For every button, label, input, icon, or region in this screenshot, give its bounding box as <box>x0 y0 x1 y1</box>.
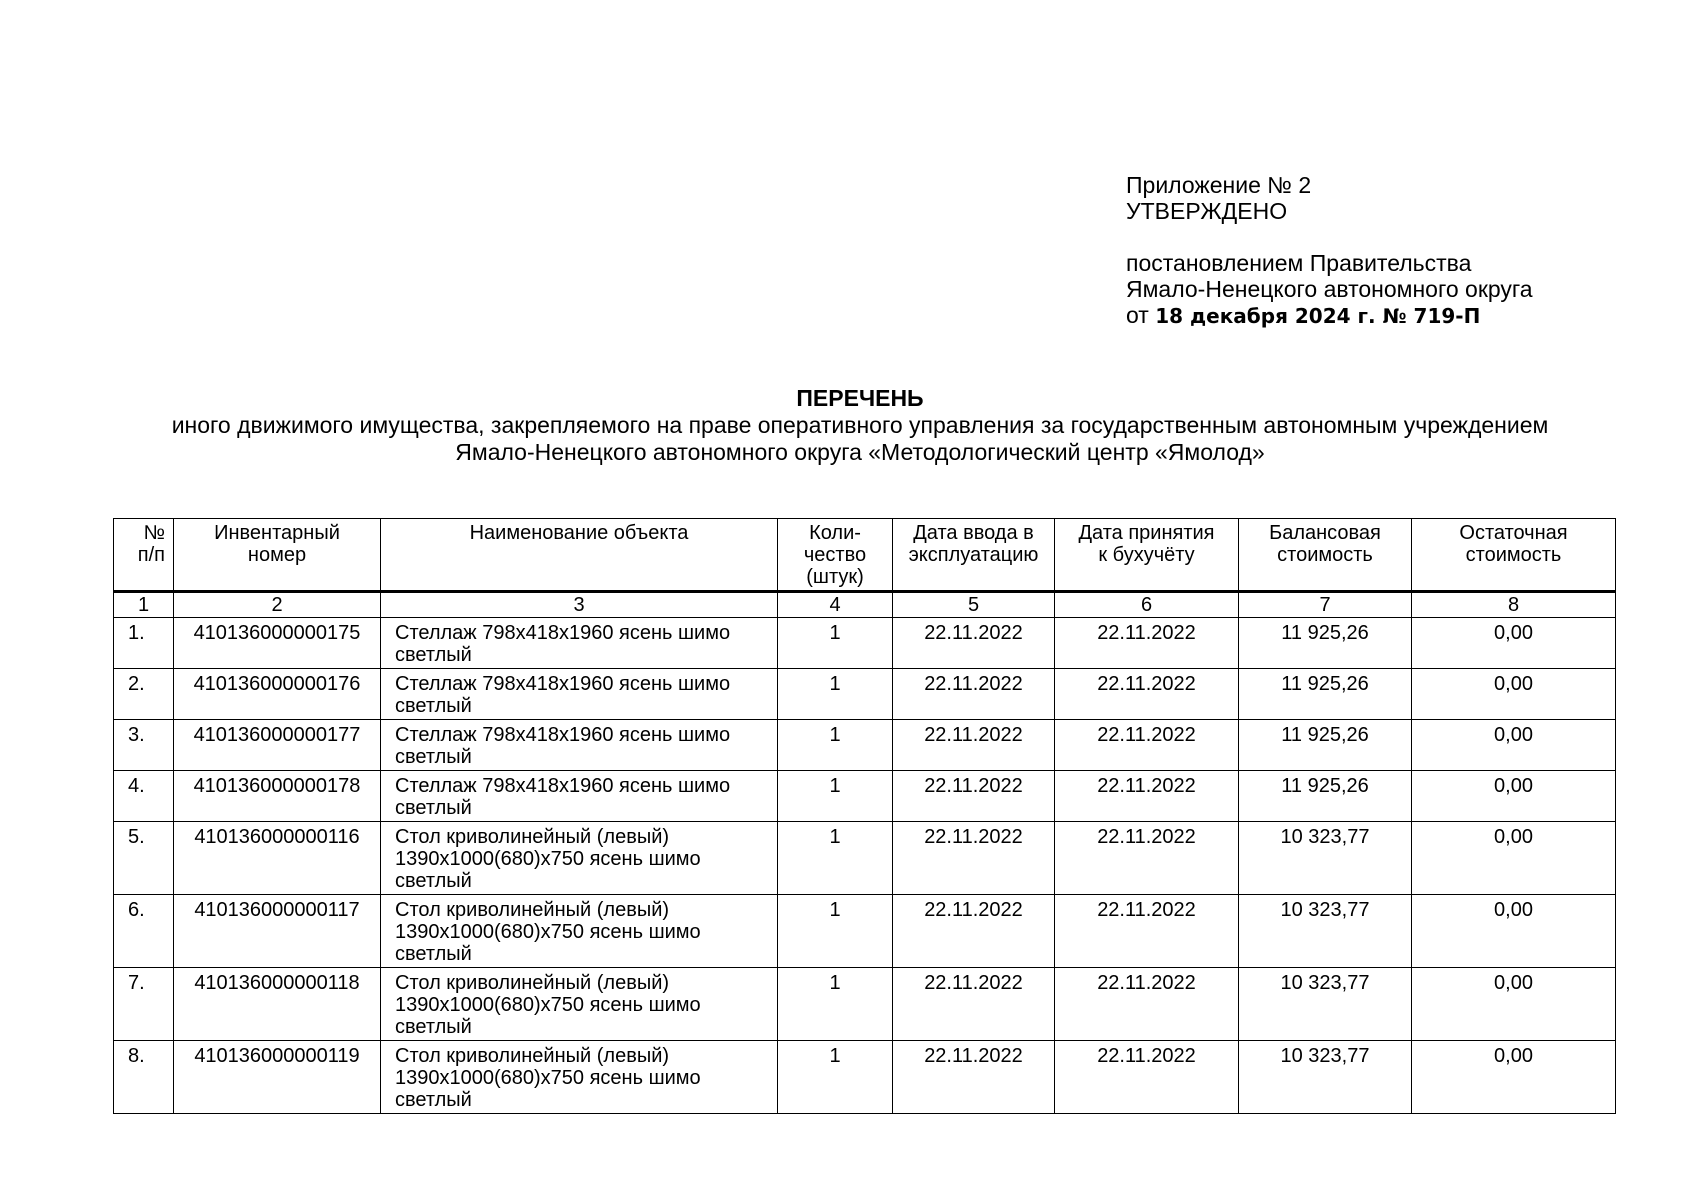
residual-value-cell: 0,00 <box>1412 1041 1616 1114</box>
inventory-number-cell: 410136000000118 <box>174 968 381 1041</box>
table-row <box>114 968 1616 1041</box>
table-column-index-row <box>114 592 1616 618</box>
header-line: стоимость <box>1465 544 1562 566</box>
accounting-date-cell: 22.11.2022 <box>1055 1041 1239 1114</box>
object-name-line: светлый <box>395 1016 472 1038</box>
header-date-accounting <box>1055 519 1239 592</box>
object-name-line: Стол криволинейный (левый) <box>395 1045 670 1067</box>
header-line: к бухучёту <box>1098 544 1195 566</box>
residual-value-cell: 0,00 <box>1412 968 1616 1041</box>
table-row <box>114 822 1616 895</box>
object-name-line: Стеллаж 798х418х1960 ясень шимо <box>395 622 731 644</box>
header-line: Дата принятия <box>1078 522 1215 544</box>
object-name-line: Стол криволинейный (левый) <box>395 899 670 921</box>
inventory-number-cell: 410136000000116 <box>174 822 381 895</box>
row-number-cell: 5. <box>114 822 174 895</box>
approved-by-line-1: постановлением Правительства <box>1126 250 1472 276</box>
header-line: чество <box>803 544 867 566</box>
table-row <box>114 720 1616 771</box>
commissioning-date-cell: 22.11.2022 <box>893 822 1055 895</box>
object-name-line: светлый <box>395 695 472 717</box>
object-name-cell <box>381 669 778 720</box>
header-line: Дата ввода в <box>913 522 1034 544</box>
table-row <box>114 895 1616 968</box>
quantity-cell: 1 <box>778 720 893 771</box>
residual-value-cell: 0,00 <box>1412 771 1616 822</box>
object-name-cell <box>381 771 778 822</box>
row-number-cell: 8. <box>114 1041 174 1114</box>
header-line: № <box>143 522 165 544</box>
accounting-date-cell: 22.11.2022 <box>1055 720 1239 771</box>
object-name-cell <box>381 968 778 1041</box>
commissioning-date-cell: 22.11.2022 <box>893 1041 1055 1114</box>
inventory-number-cell: 410136000000119 <box>174 1041 381 1114</box>
document-title: ПЕРЕЧЕНЬ <box>796 385 924 411</box>
balance-value-cell: 11 925,26 <box>1239 669 1412 720</box>
object-name-line: Стол криволинейный (левый) <box>395 826 670 848</box>
object-name-line: светлый <box>395 1089 472 1111</box>
column-index: 1 <box>114 592 174 618</box>
header-num <box>114 519 174 592</box>
object-name-line: светлый <box>395 943 472 965</box>
table-row <box>114 669 1616 720</box>
residual-value-cell: 0,00 <box>1412 669 1616 720</box>
commissioning-date-cell: 22.11.2022 <box>893 669 1055 720</box>
object-name-line: Стеллаж 798х418х1960 ясень шимо <box>395 775 731 797</box>
commissioning-date-cell: 22.11.2022 <box>893 968 1055 1041</box>
object-name-line: Стеллаж 798х418х1960 ясень шимо <box>395 724 731 746</box>
object-name-line: светлый <box>395 644 472 666</box>
table-header-row <box>114 519 1616 592</box>
header-balance <box>1239 519 1412 592</box>
header-qty <box>778 519 893 592</box>
residual-value-cell: 0,00 <box>1412 720 1616 771</box>
header-line: (штук) <box>806 566 864 588</box>
balance-value-cell: 10 323,77 <box>1239 822 1412 895</box>
quantity-cell: 1 <box>778 771 893 822</box>
row-number-cell: 6. <box>114 895 174 968</box>
accounting-date-cell: 22.11.2022 <box>1055 822 1239 895</box>
document-title-block <box>100 385 1620 466</box>
accounting-date-cell: 22.11.2022 <box>1055 968 1239 1041</box>
header-line: номер <box>247 544 307 566</box>
row-number-cell: 1. <box>114 618 174 669</box>
accounting-date-cell: 22.11.2022 <box>1055 618 1239 669</box>
inventory-number-cell: 410136000000178 <box>174 771 381 822</box>
approval-block <box>1126 172 1533 329</box>
column-index: 5 <box>893 592 1055 618</box>
header-line: эксплуатацию <box>908 544 1039 566</box>
header-line: Коли- <box>809 522 861 544</box>
object-name-line: светлый <box>395 746 472 768</box>
approved-by-line-2: Ямало-Ненецкого автономного округа <box>1126 276 1533 302</box>
residual-value-cell: 0,00 <box>1412 618 1616 669</box>
column-index: 2 <box>174 592 381 618</box>
row-number-cell: 7. <box>114 968 174 1041</box>
commissioning-date-cell: 22.11.2022 <box>893 895 1055 968</box>
header-line: Остаточная <box>1459 522 1568 544</box>
object-name-line: 1390х1000(680)х750 ясень шимо <box>395 994 701 1016</box>
quantity-cell: 1 <box>778 669 893 720</box>
column-index: 6 <box>1055 592 1239 618</box>
appendix-label: Приложение № 2 <box>1126 172 1312 198</box>
inventory-number-cell: 410136000000117 <box>174 895 381 968</box>
header-line: Инвентарный <box>214 522 340 544</box>
object-name-cell <box>381 822 778 895</box>
balance-value-cell: 10 323,77 <box>1239 1041 1412 1114</box>
row-number-cell: 3. <box>114 720 174 771</box>
commissioning-date-cell: 22.11.2022 <box>893 720 1055 771</box>
approved-label: УТВЕРЖДЕНО <box>1126 198 1288 224</box>
object-name-line: 1390х1000(680)х750 ясень шимо <box>395 848 701 870</box>
quantity-cell: 1 <box>778 822 893 895</box>
object-name-line: Стеллаж 798х418х1960 ясень шимо <box>395 673 731 695</box>
commissioning-date-cell: 22.11.2022 <box>893 771 1055 822</box>
residual-value-cell: 0,00 <box>1412 822 1616 895</box>
object-name-line: светлый <box>395 797 472 819</box>
row-number-cell: 2. <box>114 669 174 720</box>
table-row <box>114 771 1616 822</box>
commissioning-date-cell: 22.11.2022 <box>893 618 1055 669</box>
table-row <box>114 618 1616 669</box>
column-index: 4 <box>778 592 893 618</box>
header-line: Балансовая <box>1269 522 1381 544</box>
quantity-cell: 1 <box>778 1041 893 1114</box>
balance-value-cell: 10 323,77 <box>1239 895 1412 968</box>
object-name-line: светлый <box>395 870 472 892</box>
header-line: п/п <box>137 544 165 566</box>
document-subtitle-line-1: иного движимого имущества, закрепляемого на праве оперативного управления за государственным автономным учреждением <box>171 412 1549 438</box>
accounting-date-cell: 22.11.2022 <box>1055 669 1239 720</box>
object-name-line: 1390х1000(680)х750 ясень шимо <box>395 1067 701 1089</box>
balance-value-cell: 10 323,77 <box>1239 968 1412 1041</box>
header-name <box>381 519 778 592</box>
decree-date-prefix: от <box>1126 302 1149 328</box>
balance-value-cell: 11 925,26 <box>1239 618 1412 669</box>
header-line: стоимость <box>1277 544 1373 566</box>
object-name-cell <box>381 895 778 968</box>
approval-gap <box>1126 224 1533 250</box>
header-date-start <box>893 519 1055 592</box>
balance-value-cell: 11 925,26 <box>1239 720 1412 771</box>
object-name-cell <box>381 720 778 771</box>
inventory-table <box>113 518 1616 1114</box>
object-name-line: Стол криволинейный (левый) <box>395 972 670 994</box>
inventory-table-body <box>114 618 1616 1114</box>
object-name-cell <box>381 618 778 669</box>
row-number-cell: 4. <box>114 771 174 822</box>
object-name-line: 1390х1000(680)х750 ясень шимо <box>395 921 701 943</box>
column-index: 3 <box>381 592 778 618</box>
balance-value-cell: 11 925,26 <box>1239 771 1412 822</box>
inventory-number-cell: 410136000000177 <box>174 720 381 771</box>
column-index: 7 <box>1239 592 1412 618</box>
document-subtitle-line-2: Ямало-Ненецкого автономного округа «Методологический центр «Ямолод» <box>455 439 1265 465</box>
quantity-cell: 1 <box>778 968 893 1041</box>
decree-date-line <box>1126 302 1533 329</box>
accounting-date-cell: 22.11.2022 <box>1055 895 1239 968</box>
column-index: 8 <box>1412 592 1616 618</box>
residual-value-cell: 0,00 <box>1412 895 1616 968</box>
quantity-cell: 1 <box>778 618 893 669</box>
header-line: Наименование объекта <box>469 522 689 544</box>
quantity-cell: 1 <box>778 895 893 968</box>
header-residual <box>1412 519 1616 592</box>
decree-date-number: 18 декабря 2024 г. № 719-П <box>1155 304 1481 328</box>
header-inventory <box>174 519 381 592</box>
object-name-cell <box>381 1041 778 1114</box>
inventory-number-cell: 410136000000176 <box>174 669 381 720</box>
table-row <box>114 1041 1616 1114</box>
inventory-number-cell: 410136000000175 <box>174 618 381 669</box>
accounting-date-cell: 22.11.2022 <box>1055 771 1239 822</box>
